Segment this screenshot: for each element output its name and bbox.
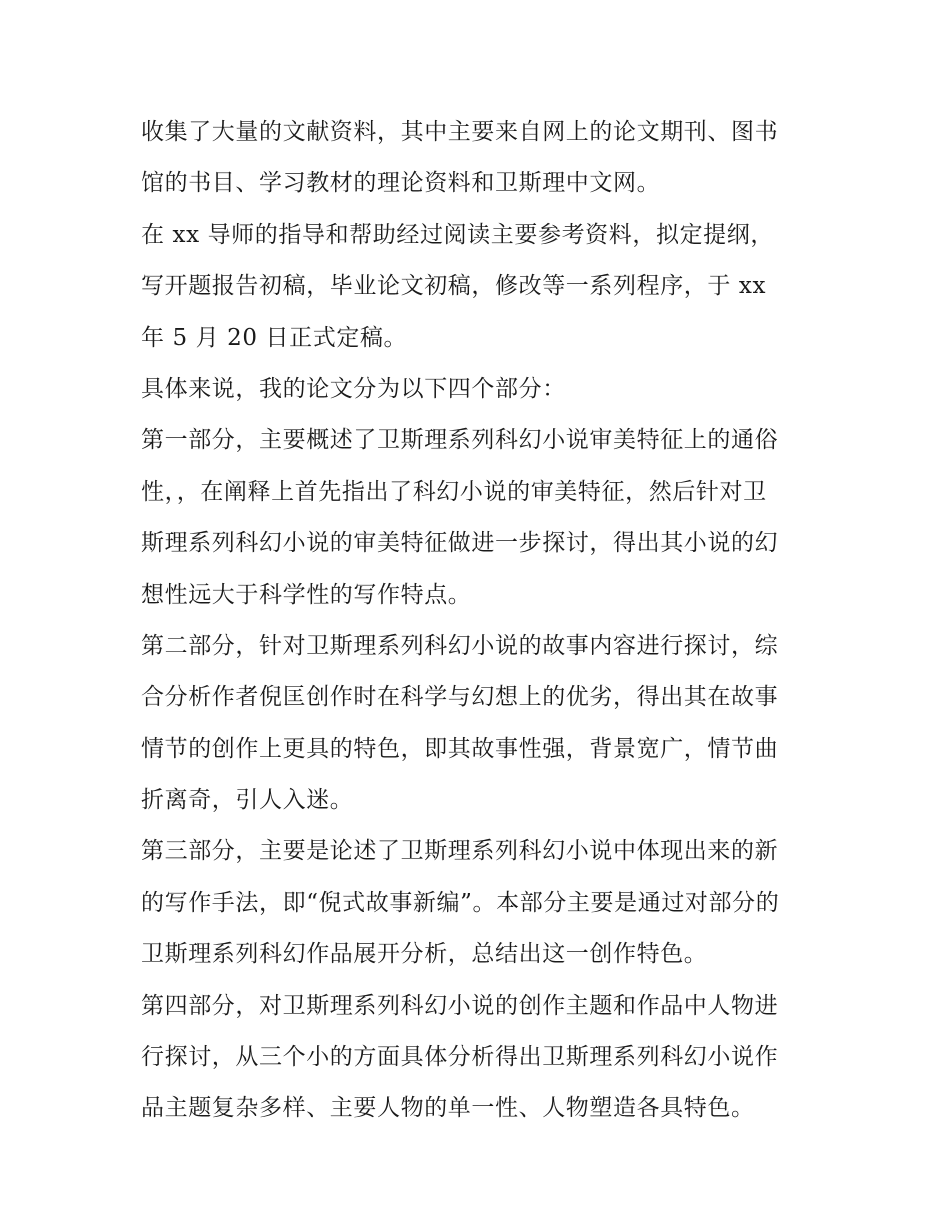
text-line: 卫斯理系列科幻作品展开分析，总结出这一创作特色。: [141, 941, 708, 968]
text-line: 性，，在阐释上首先指出了科幻小说的审美特征，然后针对卫: [141, 478, 767, 505]
text-line: 品主题复杂多样、主要人物的单一性、人物塑造各具特色。: [141, 1095, 755, 1122]
text-line: 第三部分，主要是论述了卫斯理系列科幻小说中体现出来的新: [141, 838, 779, 865]
text-line: 收集了大量的文献资料，其中主要来自网上的论文期刊、图书: [141, 119, 779, 145]
text-line: 年 5 月 20 日正式定稿。: [141, 324, 408, 351]
text-line: 馆的书目、学习教材的理论资料和卫斯理中文网。: [141, 170, 661, 197]
text-line: 的写作手法，即“倪式故事新编”。本部分主要是通过对部分的: [141, 889, 780, 916]
text-line: 行探讨，从三个小的方面具体分析得出卫斯理系列科幻小说作: [141, 1044, 779, 1071]
text-line: 折离奇，引人入迷。: [141, 787, 354, 814]
text-line: 想性远大于科学性的写作特点。: [141, 581, 472, 608]
text-line: 第四部分，对卫斯理系列科幻小说的创作主题和作品中人物进: [141, 992, 779, 1019]
text-line: 在 xx 导师的指导和帮助经过阅读主要参考资料，拟定提纲，: [141, 221, 774, 248]
text-line: 第二部分，针对卫斯理系列科幻小说的故事内容进行探讨，综: [141, 632, 779, 659]
text-line: 具体来说，我的论文分为以下四个部分：: [141, 375, 566, 402]
text-line: 第一部分，主要概述了卫斯理系列科幻小说审美特征上的通俗: [141, 427, 779, 454]
body-text: [141, 107, 831, 1135]
text-line: 写开题报告初稿，毕业论文初稿，修改等一系列程序，于 xx: [141, 273, 767, 300]
text-line: 合分析作者倪匡创作时在科学与幻想上的优劣，得出其在故事: [141, 684, 779, 711]
text-line: 情节的创作上更具的特色，即其故事性强，背景宽广，情节曲: [141, 735, 779, 762]
text-line: 斯理系列科幻小说的审美特征做进一步探讨，得出其小说的幻: [141, 530, 779, 557]
